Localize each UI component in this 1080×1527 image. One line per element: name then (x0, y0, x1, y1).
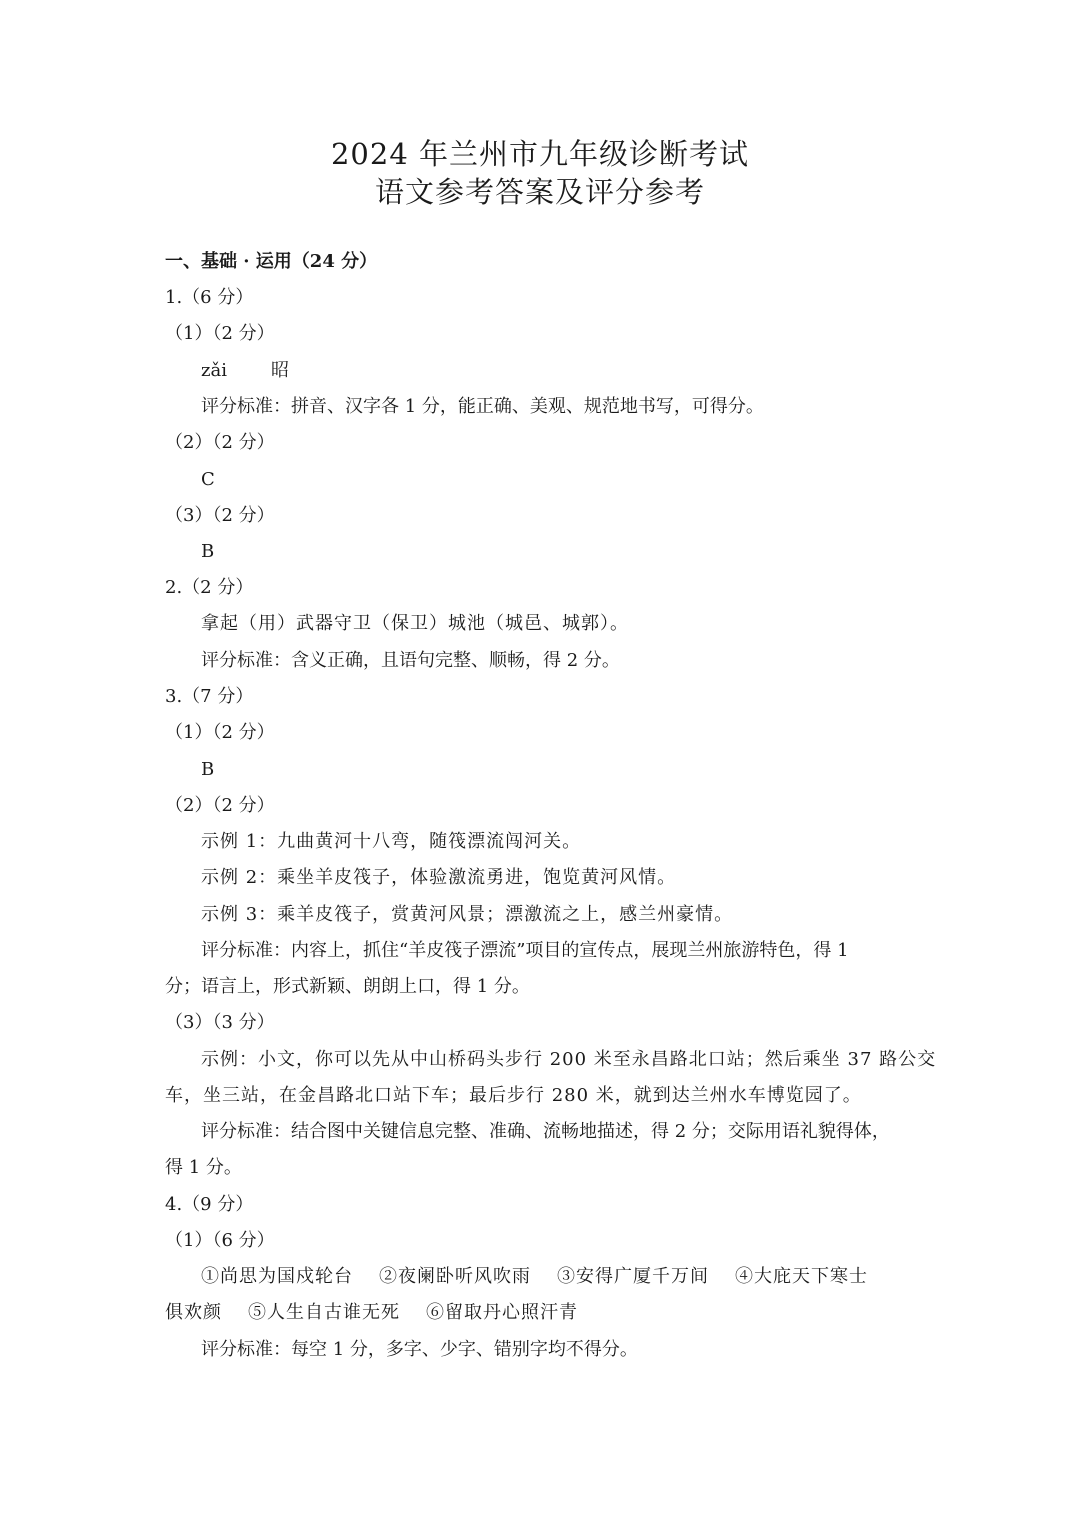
question-1-part-1-answer (201, 359, 289, 383)
question-2-answer: 拿起（用）武器守卫（保卫）城池（城邑、城郭）。 (201, 613, 629, 634)
answer-blank-4-continued: 俱欢颜 (165, 1302, 222, 1323)
question-4-standard: 评分标准：每空 1 分，多字、少字、错别字均不得分。 (201, 1339, 638, 1360)
question-1-part-3-answer: B (201, 541, 215, 562)
question-3-part-3-standard-line-2: 得 1 分。 (165, 1157, 242, 1178)
question-1-part-3-label: （3）（2 分） (165, 505, 275, 526)
question-3-part-3-label: （3）（3 分） (165, 1012, 275, 1033)
question-3-part-2-standard-line-2: 分；语言上，形式新颖、朗朗上口，得 1 分。 (165, 976, 530, 997)
question-3-part-3-standard-line-1: 评分标准：结合图中关键信息完整、准确、流畅地描述，得 2 分；交际用语礼貌得体， (201, 1121, 890, 1142)
question-4-answers-row-1 (201, 1265, 868, 1289)
question-3-part-2-label: （2）（2 分） (165, 795, 275, 816)
question-3-label: 3.（7 分） (165, 686, 254, 707)
question-1-part-1-standard: 评分标准：拼音、汉字各 1 分，能正确、美观、规范地书写，可得分。 (201, 396, 764, 417)
question-3-part-3-example-line-2: 车，坐三站，在金昌路北口站下车；最后步行 280 米，就到达兰州水车博览园了。 (165, 1085, 862, 1106)
question-4-answers-row-2 (165, 1301, 578, 1325)
question-3-example-3: 示例 3：乘羊皮筏子，赏黄河风景；漂激流之上，感兰州豪情。 (201, 904, 734, 925)
page-subtitle: 语文参考答案及评分参考 (374, 175, 705, 209)
answer-blank-3: ③安得广厦千万间 (557, 1266, 709, 1287)
question-4-part-1-label: （1）（6 分） (165, 1230, 275, 1251)
question-2-label: 2.（2 分） (165, 577, 254, 598)
pinyin-answer: zǎi (201, 360, 227, 381)
question-1-label: 1.（6 分） (165, 287, 254, 308)
question-3-example-2: 示例 2：乘坐羊皮筏子，体验激流勇进，饱览黄河风情。 (201, 867, 677, 888)
answer-blank-5: ⑤人生自古谁无死 (248, 1302, 400, 1323)
question-1-part-1-label: （1）（2 分） (165, 323, 275, 344)
question-3-part-1-answer: B (201, 759, 215, 780)
character-answer: 昭 (270, 360, 289, 381)
question-3-example-1: 示例 1：九曲黄河十八弯，随筏漂流闯河关。 (201, 831, 582, 852)
question-1-part-2-answer: C (201, 469, 215, 490)
page-title: 2024 年兰州市九年级诊断考试 (330, 137, 750, 171)
question-1-part-2-label: （2）（2 分） (165, 432, 275, 453)
answer-blank-4: ④大庇天下寒士 (735, 1266, 868, 1287)
question-2-standard: 评分标准：含义正确，且语句完整、顺畅，得 2 分。 (201, 650, 620, 671)
question-4-label: 4.（9 分） (165, 1194, 254, 1215)
question-3-part-1-label: （1）（2 分） (165, 722, 275, 743)
answer-blank-2: ②夜阑卧听风吹雨 (379, 1266, 531, 1287)
question-3-part-2-standard-line-1: 评分标准：内容上，抓住“羊皮筏子漂流”项目的宣传点，展现兰州旅游特色，得 1 (201, 940, 849, 961)
section-heading-basics: 一、基础 · 运用（24 分） (165, 251, 378, 272)
question-3-part-3-example-line-1: 示例：小文，你可以先从中山桥码头步行 200 米至永昌路北口站；然后乘坐 37 路公交 (201, 1049, 937, 1070)
answer-blank-6: ⑥留取丹心照汗青 (426, 1302, 578, 1323)
answer-blank-1: ①尚思为国戍轮台 (201, 1266, 353, 1287)
